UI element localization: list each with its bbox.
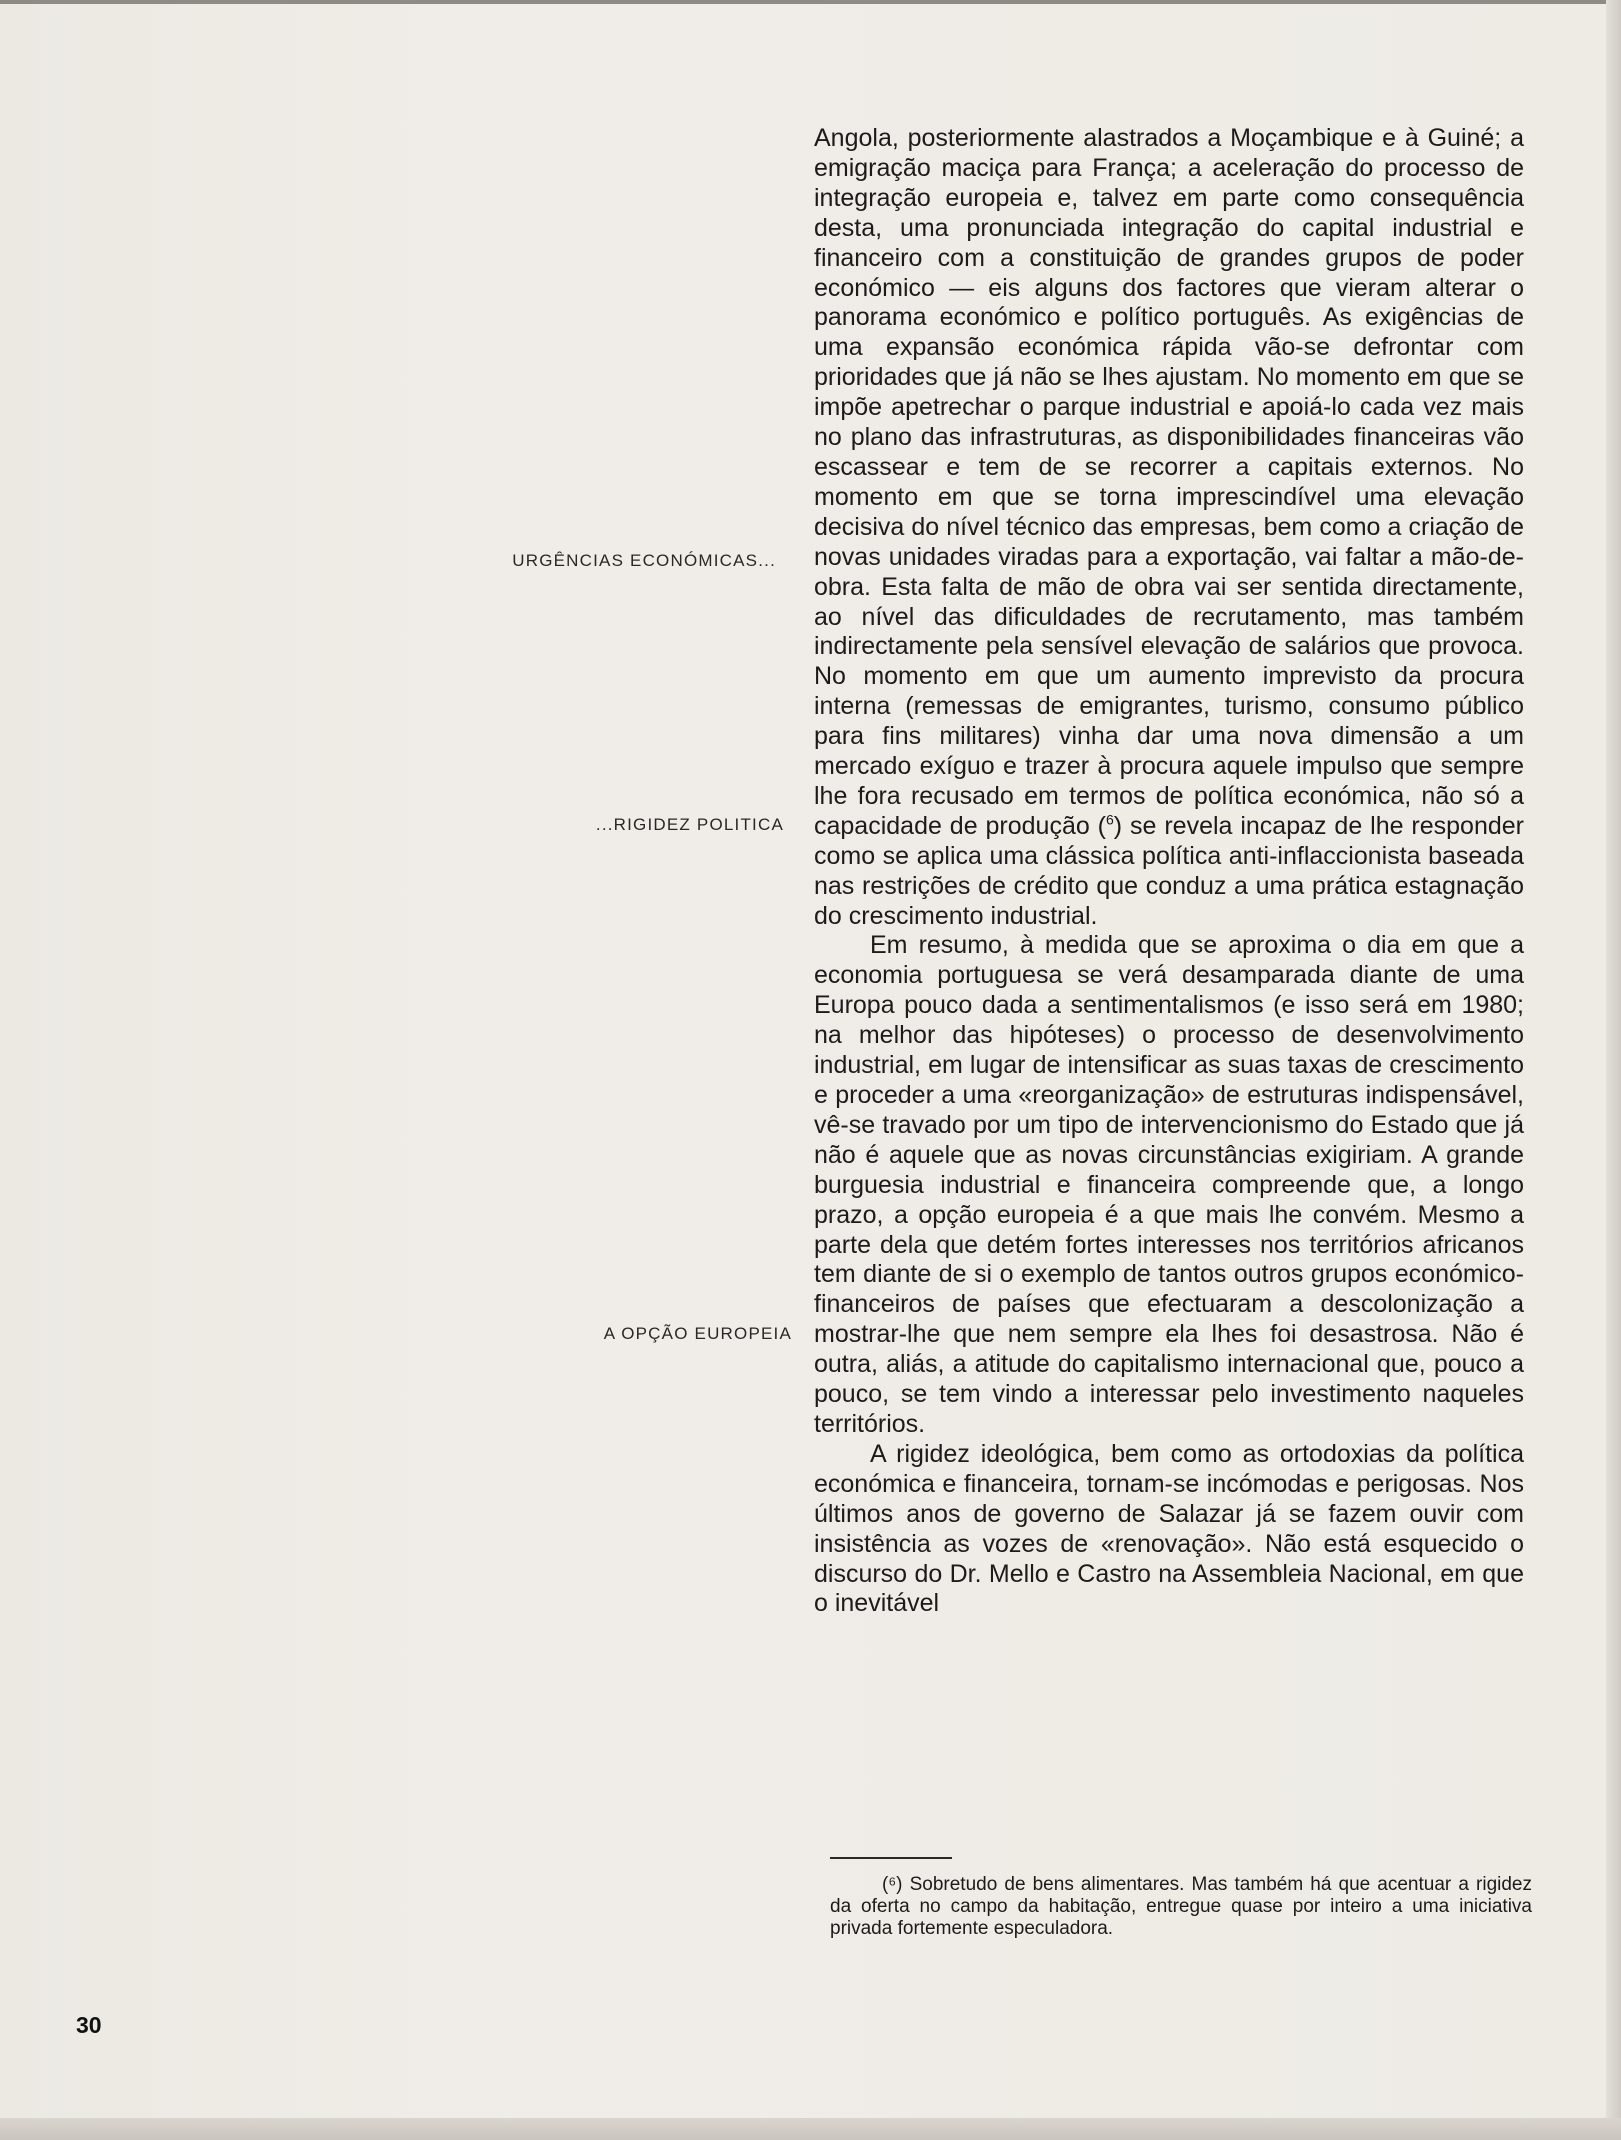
footnote-rule	[830, 1857, 952, 1859]
page-number: 30	[76, 2012, 102, 2038]
main-text-column	[814, 124, 1524, 1619]
footnote-reference: 6	[1106, 811, 1114, 828]
margin-note-rigidez: ...RIGIDEZ POLITICA	[595, 815, 784, 834]
page-top-edge	[0, 0, 1621, 4]
paragraph-1-text-end: ) se revela incapaz de lhe responder como se aplica uma clássica política anti-inflaccionista baseada nas restrições de crédito que conduz a uma prática estagnação do crescimento industrial.	[814, 811, 1524, 930]
margin-note-urgencias: URGÊNCIAS ECONÓMICAS...	[512, 551, 776, 570]
footnote-text: Sobretudo de bens alimentares. Mas também há que acentuar a rigidez da oferta no campo da habitação, entregue quase por inteiro a uma iniciativa privada fortemente especuladora.	[830, 1874, 1532, 1939]
page-right-edge	[1606, 0, 1621, 2140]
paragraph-3: A rigidez ideológica, bem como as ortodoxias da política económica e financeira, tornam-se incómodas e perigosas. Nos últimos anos de governo de Salazar já se fazem ouvir com insistência as vozes de «renovação». Não está esquecido o discurso do Dr. Mello e Castro na Assembleia Nacional, em que o inevitável	[814, 1439, 1524, 1618]
page-bottom-edge	[0, 2118, 1621, 2140]
footnote-marker: (⁶)	[882, 1874, 903, 1895]
paragraph-2: Em resumo, à medida que se aproxima o dia em que a economia portuguesa se verá desamparada diante de uma Europa pouco dada a sentimentalismos (e isso será em 1980; na melhor das hipóteses) o processo de desenvolvimento industrial, em lugar de intensificar as suas taxas de crescimento e proceder a uma «reorganização» de estruturas indispensável, vê-se travado por um tipo de intervencionismo do Estado que já não é aquele que as novas circunstâncias exigiriam. A grande burguesia industrial e financeira compreende que, a longo prazo, a opção europeia é a que mais lhe convém. Mesmo a parte dela que detém fortes interesses nos territórios africanos tem diante de si o exemplo de tantos outros grupos económico-financeiros de países que efectuaram a descolonização a mostrar-lhe que nem sempre ela lhes foi desastrosa. Não é outra, aliás, a atitude do capitalismo internacional que, pouco a pouco, se tem vindo a interessar pelo investimento naqueles territórios.	[814, 931, 1524, 1438]
paragraph-1	[814, 124, 1524, 931]
margin-note-opcao-europeia: A OPÇÃO EUROPEIA	[603, 1324, 792, 1343]
paragraph-1-text: Angola, posteriormente alastrados a Moçambique e à Guiné; a emigração maciça para França; a aceleração do processo de integração europeia e, talvez em parte como consequência desta, uma pronunciada integração do capital industrial e financeiro com a constituição de grandes grupos de poder económico — eis alguns dos factores que vieram alterar o panorama económico e político português. As exigências de uma expansão económica rápida vão-se defrontar com prioridades que já não se lhes ajustam. No momento em que se impõe apetrechar o parque industrial e apoiá-lo cada vez mais no plano das infrastruturas, as disponibilidades financeiras vão escassear e tem de se recorrer a capitais externos. No momento em que se torna imprescindível uma elevação decisiva do nível técnico das empresas, bem como a criação de novas unidades viradas para a exportação, vai faltar a mão-de-obra. Esta falta de mão de obra vai ser sentida directamente, ao nível das dificuldades de recrutamento, mas também indirectamente pela sensível elevação de salários que provoca. No momento em que um aumento imprevisto da procura interna (remessas de emigrantes, turismo, consumo público para fins militares) vinha dar uma nova dimensão a um mercado exíguo e trazer à procura aquele impulso que sempre lhe fora recusado em termos de política económica, não só a capacidade de produção (	[814, 124, 1524, 840]
footnote	[830, 1874, 1532, 1940]
